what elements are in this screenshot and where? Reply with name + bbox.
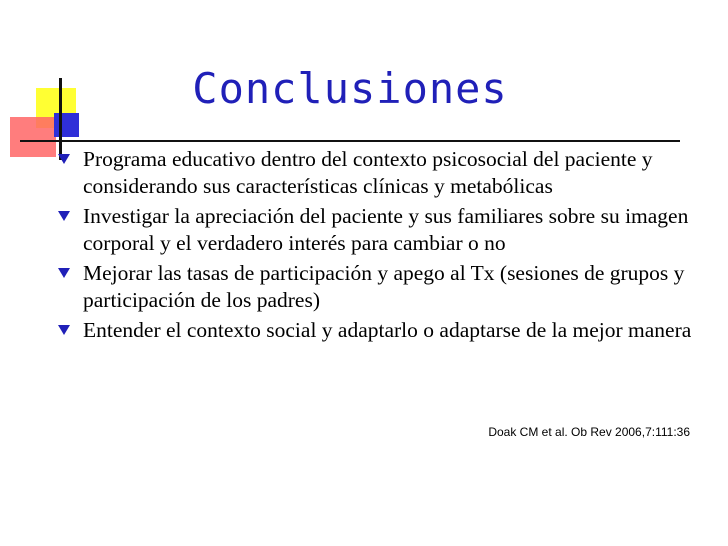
decor-blue-square — [54, 113, 79, 137]
bullet-item — [38, 203, 698, 257]
bullet-text: Mejorar las tasas de participación y apego al Tx (sesiones de grupos y participación de los padres) — [83, 261, 685, 312]
bullet-text: Investigar la apreciación del paciente y sus familiares sobre su imagen corporal y el verdadero interés para cambiar o no — [83, 204, 689, 255]
bullet-item — [38, 260, 698, 314]
citation: Doak CM et al. Ob Rev 2006,7:111:36 — [488, 425, 690, 439]
triangle-bullet-icon — [58, 154, 70, 164]
bullet-item — [38, 146, 698, 200]
bullet-text: Programa educativo dentro del contexto psicosocial del paciente y considerando sus características clínicas y metabólicas — [83, 147, 653, 198]
bullet-list — [38, 146, 698, 347]
triangle-bullet-icon — [58, 211, 70, 221]
slide-title: Conclusiones — [192, 64, 508, 113]
bullet-text: Entender el contexto social y adaptarlo o adaptarse de la mejor manera — [83, 318, 692, 342]
title-divider — [20, 140, 680, 142]
bullet-item — [38, 317, 698, 344]
triangle-bullet-icon — [58, 325, 70, 335]
triangle-bullet-icon — [58, 268, 70, 278]
